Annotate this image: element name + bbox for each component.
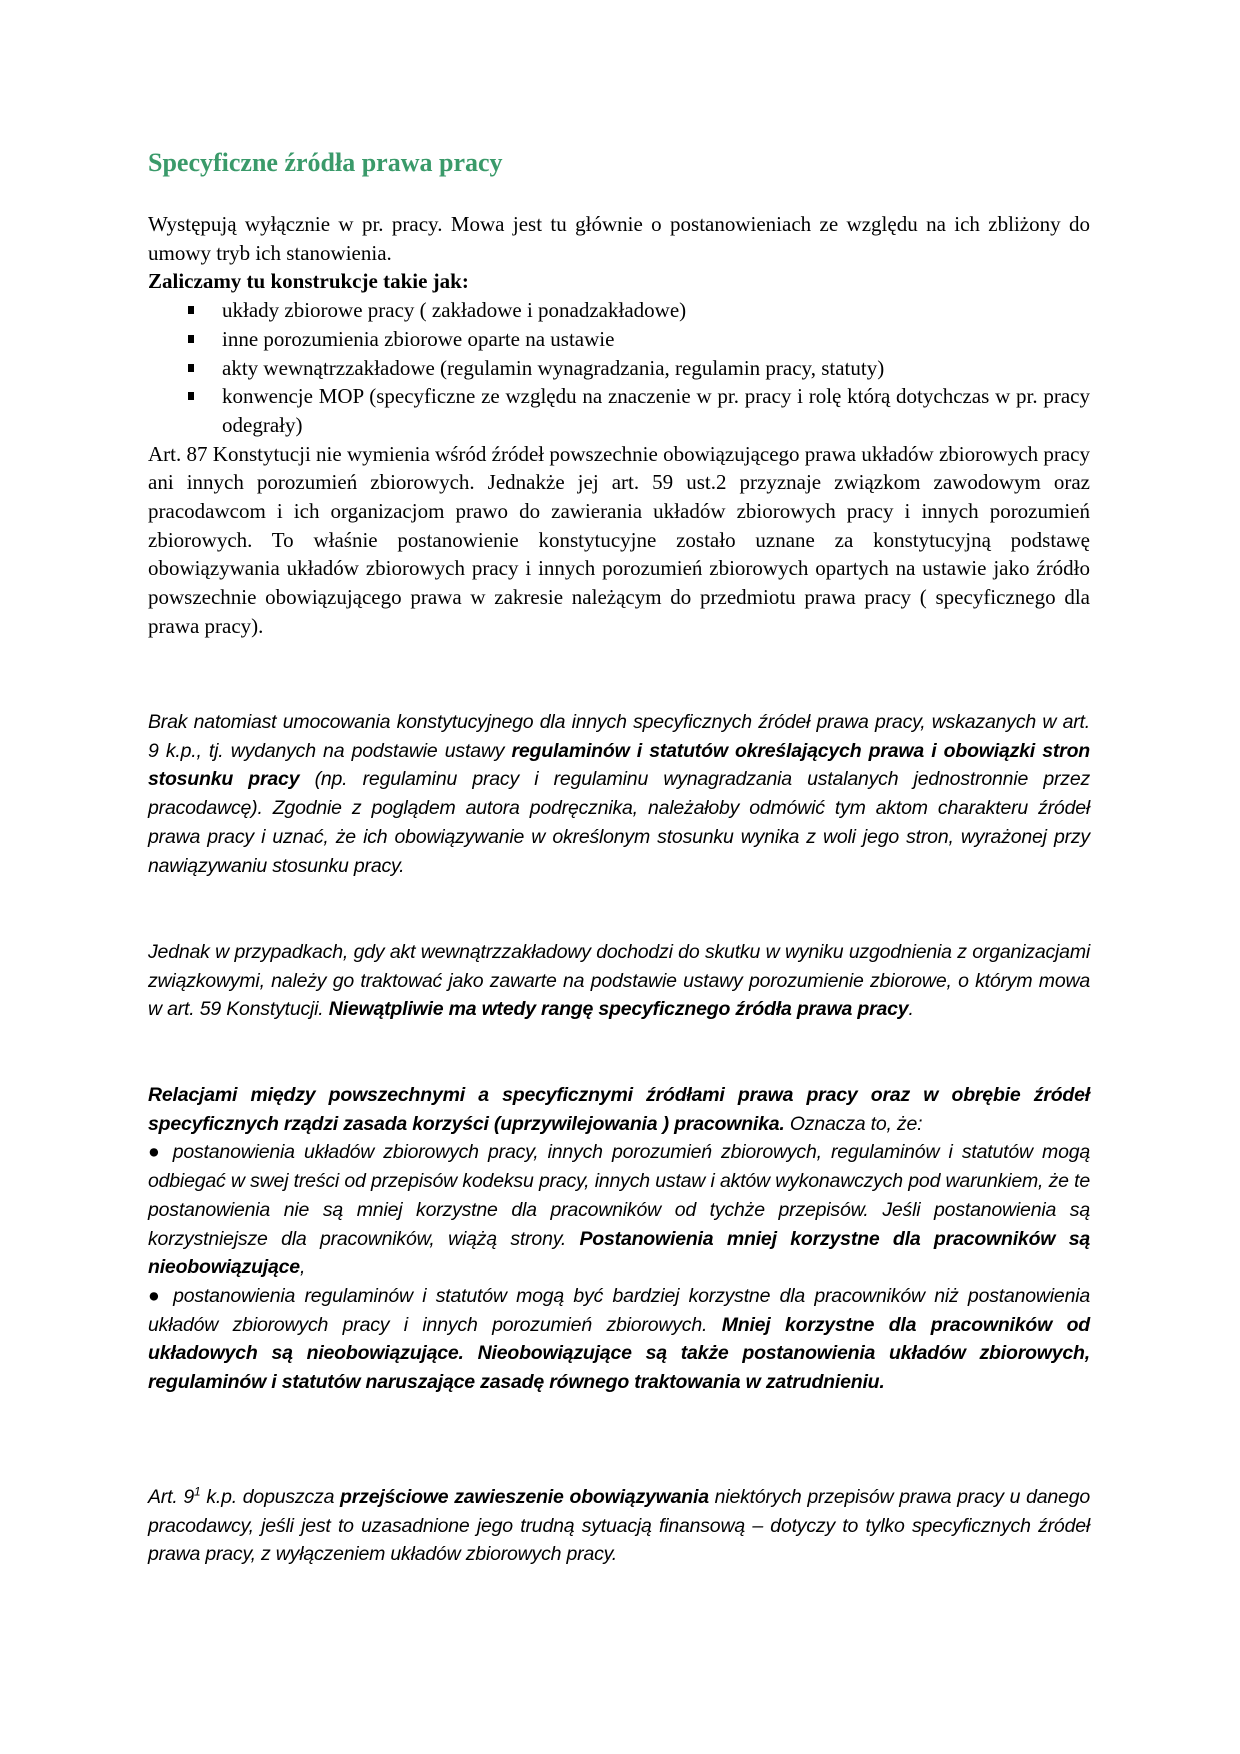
text-run: Brak natomiast umocowania konstytucyjnego dla innych specyficznych źródeł prawa pracy, wskazanych w art. 9 k.p., tj. wydanych na podstawie ustawy [148, 711, 1090, 762]
paragraph-relacjami [148, 1081, 1090, 1397]
list-item: układy zbiorowe pracy ( zakładowe i ponadzakładowe) [148, 296, 1090, 325]
paragraph-brak [148, 708, 1090, 880]
bold-text-run: Mniej korzystne dla pracowników od układowych są nieobowiązujące. Nieobowiązujące są także postanowienia układów zbiorowych, regulaminów i statutów naruszające zasadę równego traktowania w zatrudnieniu. [148, 1313, 1090, 1394]
list-item: inne porozumienia zbiorowe oparte na ustawie [148, 325, 1090, 354]
bold-text-run: przejściowe zawieszenie obowiązywania [340, 1486, 709, 1508]
bold-text-run: Relacjami między powszechnymi a specyficznymi źródłami prawa pracy oraz w obrębie źródeł specyficznych rządzi zasada korzyści (uprzywilejowania ) pracownika. [148, 1084, 1090, 1135]
art87-paragraph: Art. 87 Konstytucji nie wymienia wśród źródeł powszechnie obowiązującego prawa układów zbiorowych pracy ani innych porozumień zbiorowych. Jednakże jej art. 59 ust.2 przyznaje związkom zawodowym oraz pracodawcom i ich organizacjom prawo do zawierania układów zbiorowych pracy i innych porozumień zbiorowych. To właśnie postanowienie konstytucyjne zostało uznane za konstytucyjną podstawę obowiązywania układów zbiorowych pracy i innych porozumień zbiorowych opartych na ustawie jako źródło powszechnie obowiązującego prawa w zakresie należącym do przedmiotu prawa pracy ( specyficznego dla prawa pracy). [148, 441, 1090, 638]
bullet-list [148, 296, 1090, 440]
bold-text-run: Postanowienia mniej korzystne dla pracowników są nieobowiązujące [148, 1227, 1090, 1279]
text-run: k.p. dopuszcza [200, 1486, 341, 1508]
text-run: ● postanowienia układów zbiorowych pracy, innych porozumień zbiorowych, regulaminów i statutów mogą odbiegać w swej treści od przepisów kodeksu pracy, innych ustaw i aktów wykonawczych pod warunkiem, że te postanowienia nie są mniej korzystne dla pracowników od tychże przepisów. Jeśli postanowienia są korzystniejsze dla pracowników, wiążą strony. [148, 1141, 1090, 1250]
text-run: . [908, 998, 914, 1021]
intro-paragraph: Występują wyłącznie w pr. pracy. Mowa jest tu głównie o postanowieniach ze względu na ich zbliżony do umowy tryb ich stanowienia. [148, 212, 1090, 265]
bold-text-run: Niewątpliwie ma wtedy rangę specyficznego źródła prawa pracy [328, 998, 909, 1021]
list-heading: Zaliczamy tu konstrukcje takie jak: [148, 269, 469, 294]
text-run: Jednak w przypadkach, gdy akt wewnątrzzakładowy dochodzi do skutku w wyniku uzgodnienia z organizacjami związkowymi, należy go traktować jako zawarte na podstawie ustawy porozumienie zbiorowe, o którym mowa w art. 59 Konstytucji. [148, 941, 1090, 1021]
list-item: akty wewnątrzzakładowe (regulamin wynagradzania, regulamin pracy, statuty) [148, 354, 1090, 383]
document-title: Specyficzne źródła prawa pracy [148, 148, 503, 177]
superscript: 1 [194, 1484, 201, 1499]
list-item: konwencje MOP (specyficzne ze względu na znaczenie w pr. pracy i rolę którą dotychczas w pr. pracy odegrały) [148, 382, 1090, 439]
paragraph-art9 [148, 1483, 1090, 1569]
intro-block [148, 210, 1090, 641]
text-run: , [299, 1256, 306, 1279]
text-run: niektórych przepisów prawa pracy u danego pracodawcy, jeśli jest to uzasadnione jego trudną sytuacją finansową – dotyczy to tylko specyficznych źródeł prawa pracy, z wyłączeniem układów zbiorowych pracy. [148, 1486, 1090, 1566]
text-run: (np. regulaminu pracy i regulaminu wynagradzania ustalanych jednostronnie przez pracodawcę). Zgodnie z poglądem autora podręcznika, należałoby odmówić tym aktom charakteru źródeł prawa pracy i uznać, że ich obowiązywanie w określonym stosunku wynika z woli jego stron, wyrażonej przy nawiązywaniu stosunku pracy. [148, 768, 1091, 877]
text-run: Art. 9 [148, 1486, 195, 1508]
text-run: ● postanowienia regulaminów i statutów mogą być bardziej korzystne dla pracowników niż postanowienia układów zbiorowych pracy i innych porozumień zbiorowych. [148, 1284, 1090, 1336]
bold-text-run: regulaminów i statutów określających prawa i obowiązki stron stosunku pracy [148, 739, 1090, 791]
text-run: Oznacza to, że: [784, 1112, 923, 1135]
paragraph-jednak [148, 938, 1090, 1024]
